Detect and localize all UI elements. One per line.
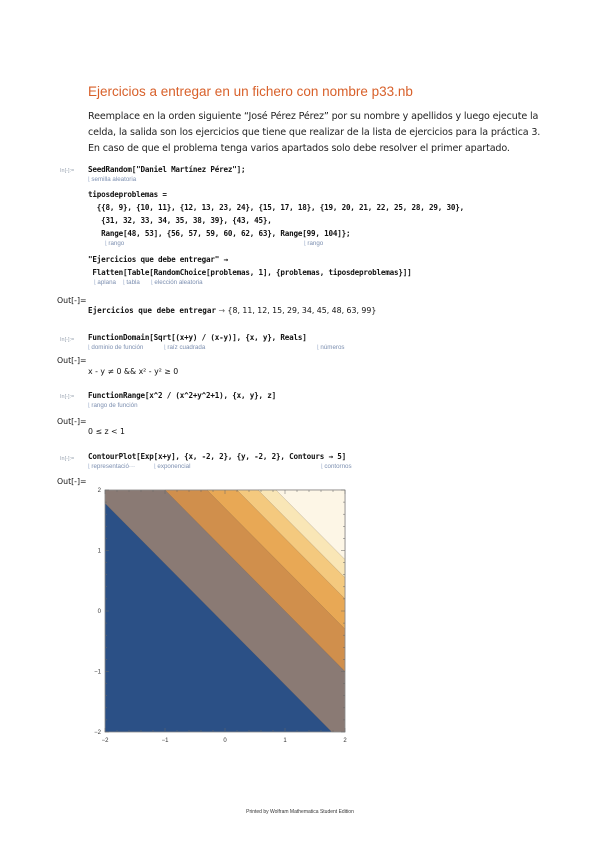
hint-contours[interactable]: ⌊ contornos: [321, 463, 352, 470]
code-line[interactable]: FunctionRange[x^2 / (x^2+y^2+1), {x, y}, z]: [88, 391, 276, 400]
hint-sqrt[interactable]: ⌊ raíz cuadrada: [164, 344, 205, 351]
y-tick-label: −2: [94, 730, 101, 736]
input-label: In[-]:=: [60, 394, 75, 400]
code-line[interactable]: "Ejercicios que debe entregar" →: [88, 255, 228, 264]
y-tick-label: −1: [94, 669, 101, 676]
output-label: Out[-]=: [57, 417, 87, 426]
hint-randomchoice[interactable]: ⌊ elección aleatoria: [151, 279, 203, 286]
hint-range[interactable]: ⌊ rango: [304, 240, 323, 247]
x-tick-label: 0: [223, 738, 227, 744]
intro-line-3: En caso de que el problema tenga varios apartados solo debe resolver el primer apartado.: [88, 143, 510, 154]
hint-reals[interactable]: ⌊ números: [317, 344, 345, 351]
intro-line-1: Reemplace en la orden siguiente “José Pérez Pérez” por su nombre y apellidos y luego ejecute la: [88, 111, 539, 122]
footer-text: Printed by Wolfram Mathematica Student Edition: [246, 809, 354, 815]
section-title: Ejercicios a entregar en un fichero con nombre p33.nb: [88, 84, 413, 99]
code-line[interactable]: tiposdeproblemas =: [88, 190, 167, 199]
code-line[interactable]: {31, 32, 33, 34, 35, 38, 39}, {43, 45},: [88, 216, 272, 225]
contour-plot[interactable]: [88, 483, 358, 751]
output-value: {8, 11, 12, 15, 29, 34, 45, 48, 63, 99}: [227, 306, 377, 315]
code-line[interactable]: {{8, 9}, {10, 11}, {12, 13, 23, 24}, {15, 17, 18}, {19, 20, 21, 22, 25, 28, 29, 30},: [88, 203, 464, 212]
hint-functiondomain[interactable]: ⌊ dominio de función: [88, 344, 143, 351]
code-line[interactable]: Flatten[Table[RandomChoice[problemas, 1], {problemas, tiposdeproblemas}]]: [88, 268, 412, 277]
input-label: In[-]:=: [60, 456, 75, 462]
code-line[interactable]: ContourPlot[Exp[x+y], {x, -2, 2}, {y, -2, 2}, Contours → 5]: [88, 452, 346, 461]
code-line[interactable]: SeedRandom["Daniel Martínez Pérez"];: [88, 165, 246, 174]
hint-range[interactable]: ⌊ rango: [105, 240, 124, 247]
hint-seedrandom[interactable]: ⌊ semilla aleatoria: [88, 176, 136, 183]
output-label: Out[-]=: [57, 477, 87, 486]
hint-functionrange[interactable]: ⌊ rango de función: [88, 402, 138, 409]
y-tick-label: 1: [97, 548, 101, 555]
output-label: Out[-]=: [57, 296, 87, 305]
rule-arrow: →: [218, 306, 226, 315]
output-value[interactable]: 0 ≤ z < 1: [88, 427, 125, 436]
intro-line-2: celda, la salida son los ejercicios que tiene que realizar de la lista de ejercicios para la práctica 3.: [88, 127, 541, 138]
output-value[interactable]: x - y ≠ 0 && x² - y² ≥ 0: [88, 367, 179, 376]
output-label: Out[-]=: [57, 356, 87, 365]
y-tick-label: 0: [97, 609, 101, 615]
input-label: In[-]:=: [60, 337, 75, 343]
x-tick-label: −2: [101, 738, 109, 744]
y-tick-label: 2: [97, 488, 101, 494]
x-tick-label: 1: [283, 738, 287, 744]
x-tick-label: −1: [161, 738, 169, 744]
x-tick-label: 2: [343, 738, 347, 744]
output-cell[interactable]: [88, 306, 376, 315]
code-line[interactable]: Range[48, 53], {56, 57, 59, 60, 62, 63}, Range[99, 104]};: [88, 229, 351, 238]
hint-contourplot[interactable]: ⌊ representació···: [88, 463, 135, 470]
hint-exp[interactable]: ⌊ exponencial: [154, 463, 190, 470]
hint-table[interactable]: ⌊ tabla: [123, 279, 140, 286]
input-label: In[-]:=: [60, 168, 75, 174]
output-label-text: Ejercicios que debe entregar: [88, 306, 217, 315]
code-line[interactable]: FunctionDomain[Sqrt[(x+y) / (x-y)], {x, y}, Reals]: [88, 333, 307, 342]
hint-flatten[interactable]: ⌊ aplana: [94, 279, 116, 286]
